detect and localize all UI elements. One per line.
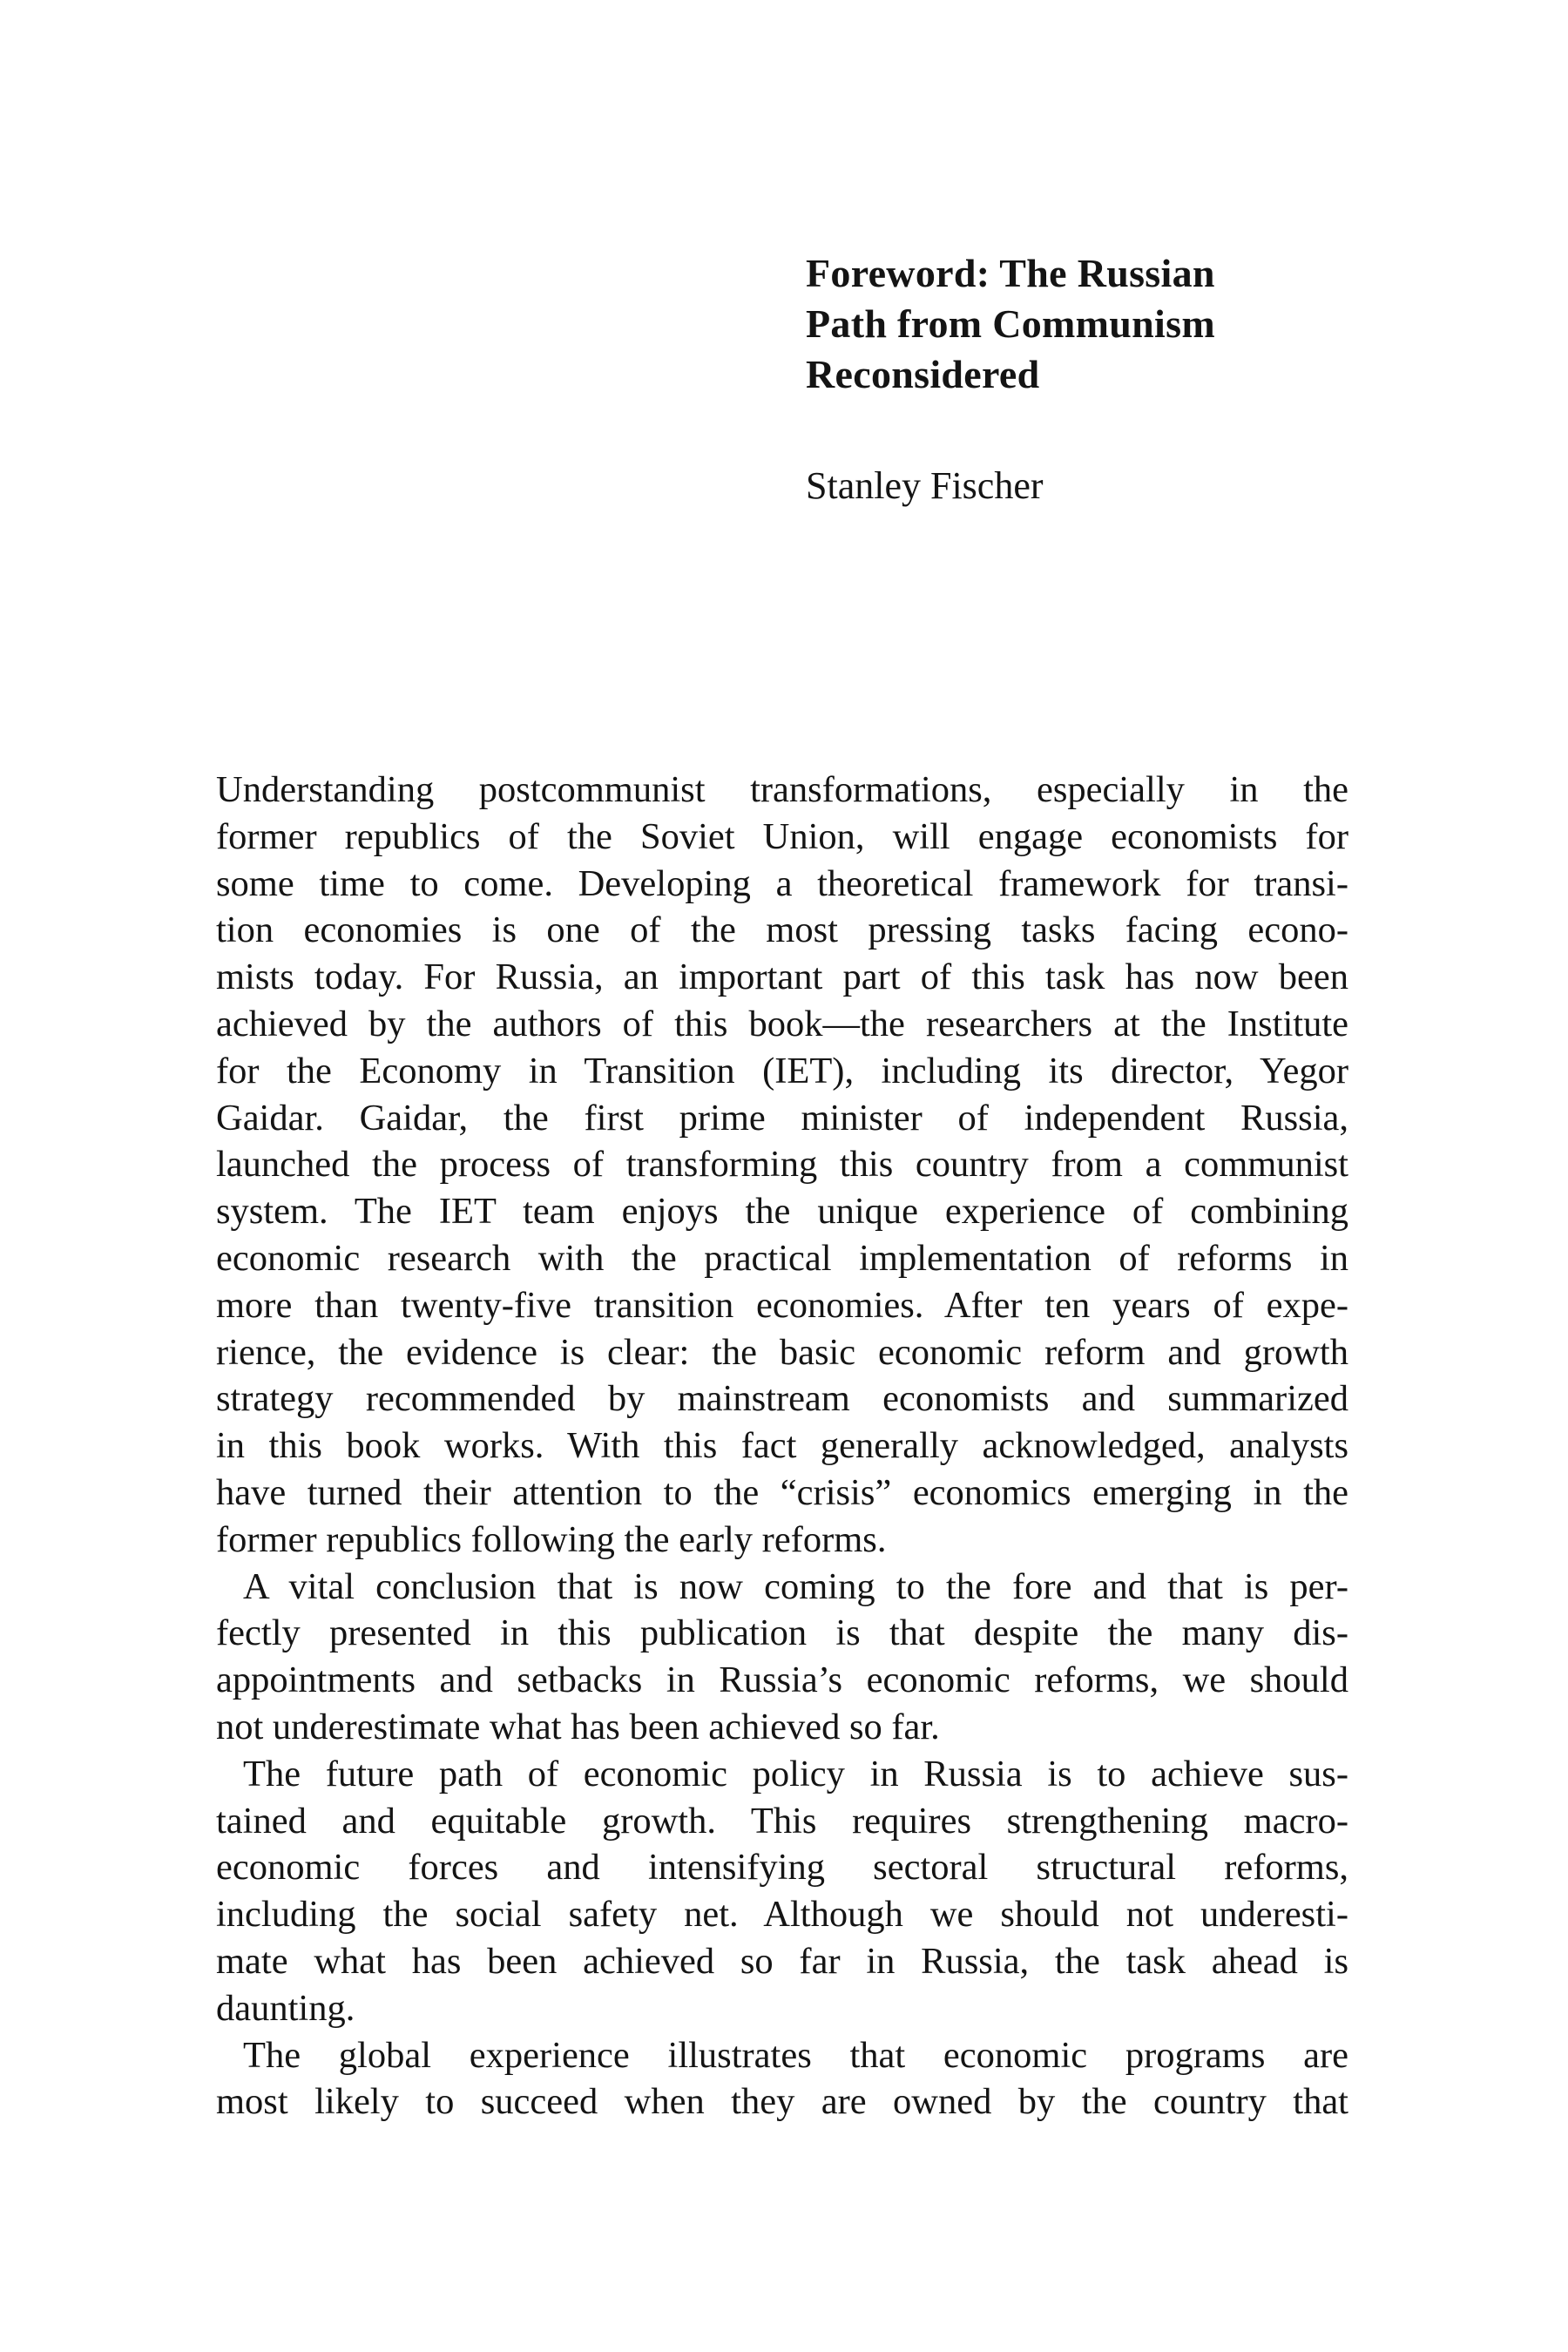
text-line: in this book works. With this fact generally acknowledged, analysts [216,1425,1348,1467]
text-line: mists today. For Russia, an important part of this task has now been [216,956,1348,998]
text-line: not underestimate what has been achieved so far. [216,1706,940,1747]
text-line: launched the process of transforming this country from a communist [216,1144,1348,1186]
paragraph [216,767,1348,1564]
chapter-title-line: Path from Communism [806,301,1215,346]
text-line: Understanding postcommunist transformations, especially in the [216,769,1348,810]
text-line: Gaidar. Gaidar, the first prime minister of independent Russia, [216,1097,1348,1139]
text-line: tained and equitable growth. This requires strengthening macro- [216,1800,1348,1842]
text-line: former republics following the early reforms. [216,1518,887,1560]
chapter-title-line: Foreword: The Russian [806,251,1215,295]
paragraph [216,1751,1348,2032]
text-line: appointments and setbacks in Russia’s economic reforms, we should [216,1659,1348,1701]
text-line: former republics of the Soviet Union, will engage economists for [216,815,1348,857]
text-line: rience, the evidence is clear: the basic economic reform and growth [216,1331,1348,1373]
text-line: The future path of economic policy in Russia is to achieve sus- [243,1753,1348,1794]
text-line: system. The IET team enjoys the unique experience of combining [216,1191,1348,1233]
text-line: more than twenty-five transition economies. After ten years of expe- [216,1284,1348,1326]
text-line: mate what has been achieved so far in Russia, the task ahead is [216,1940,1348,1982]
paragraph [216,2032,1348,2126]
chapter-title-line: Reconsidered [806,352,1040,396]
text-line: tion economies is one of the most pressing tasks facing econo- [216,909,1348,951]
text-line: strategy recommended by mainstream economists and summarized [216,1378,1348,1420]
text-line: economic forces and intensifying sectoral structural reforms, [216,1847,1348,1889]
author-name: Stanley Fischer [806,464,1044,507]
paragraph [216,1564,1348,1751]
text-line: have turned their attention to the “crisis” economics emerging in the [216,1471,1348,1513]
text-line: including the social safety net. Although we should not underesti- [216,1894,1348,1936]
chapter-title [806,248,1416,400]
text-line: some time to come. Developing a theoretical framework for transi- [216,862,1348,904]
text-line: fectly presented in this publication is that despite the many dis- [216,1612,1348,1654]
text-line: for the Economy in Transition (IET), including its director, Yegor [216,1050,1348,1092]
text-line: achieved by the authors of this book—the researchers at the Institute [216,1003,1348,1044]
text-line: daunting. [216,1987,355,2029]
text-line: The global experience illustrates that economic programs are [243,2034,1348,2076]
text-line: A vital conclusion that is now coming to the fore and that is per- [243,1565,1348,1607]
text-line: most likely to succeed when they are owned by the country that [216,2081,1348,2123]
body-text [216,767,1348,2126]
text-line: economic research with the practical implementation of reforms in [216,1237,1348,1279]
